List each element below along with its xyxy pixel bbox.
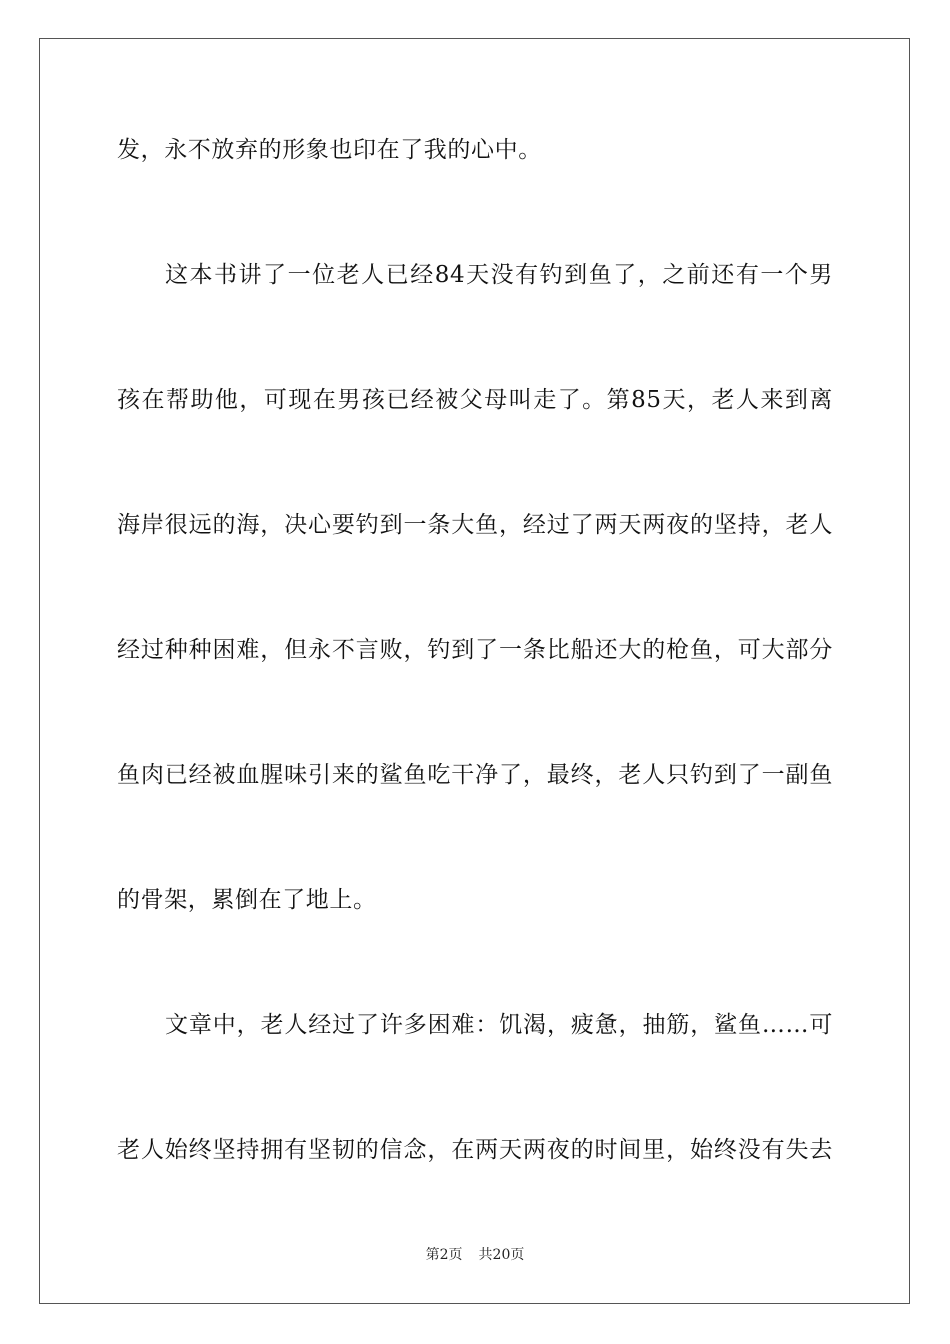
text-line-4: 海岸很远的海，决心要钓到一条大鱼，经过了两天两夜的坚持，老人 xyxy=(117,512,833,538)
text-line-9: 老人始终坚持拥有坚韧的信念，在两天两夜的时间里，始终没有失去 xyxy=(117,1137,833,1163)
page-border xyxy=(39,38,910,1304)
page-number-total: 共20页 xyxy=(478,1247,525,1263)
text-line-8: 文章中，老人经过了许多困难：饥渴，疲惫，抽筋，鲨鱼……可 xyxy=(165,1012,833,1038)
text-line-5: 经过种种困难，但永不言败，钓到了一条比船还大的枪鱼，可大部分 xyxy=(117,637,833,663)
text-line-2: 这本书讲了一位老人已经84天没有钓到鱼了，之前还有一个男 xyxy=(165,262,833,288)
text-line-6: 鱼肉已经被血腥味引来的鲨鱼吃干净了，最终，老人只钓到了一副鱼 xyxy=(117,762,833,788)
text-line-3: 孩在帮助他，可现在男孩已经被父母叫走了。第85天，老人来到离 xyxy=(117,387,833,413)
page-footer xyxy=(0,1246,950,1264)
page-number-current: 第2页 xyxy=(425,1247,463,1263)
text-line-1: 发，永不放弃的形象也印在了我的心中。 xyxy=(117,137,542,163)
text-line-7: 的骨架，累倒在了地上。 xyxy=(117,887,377,913)
